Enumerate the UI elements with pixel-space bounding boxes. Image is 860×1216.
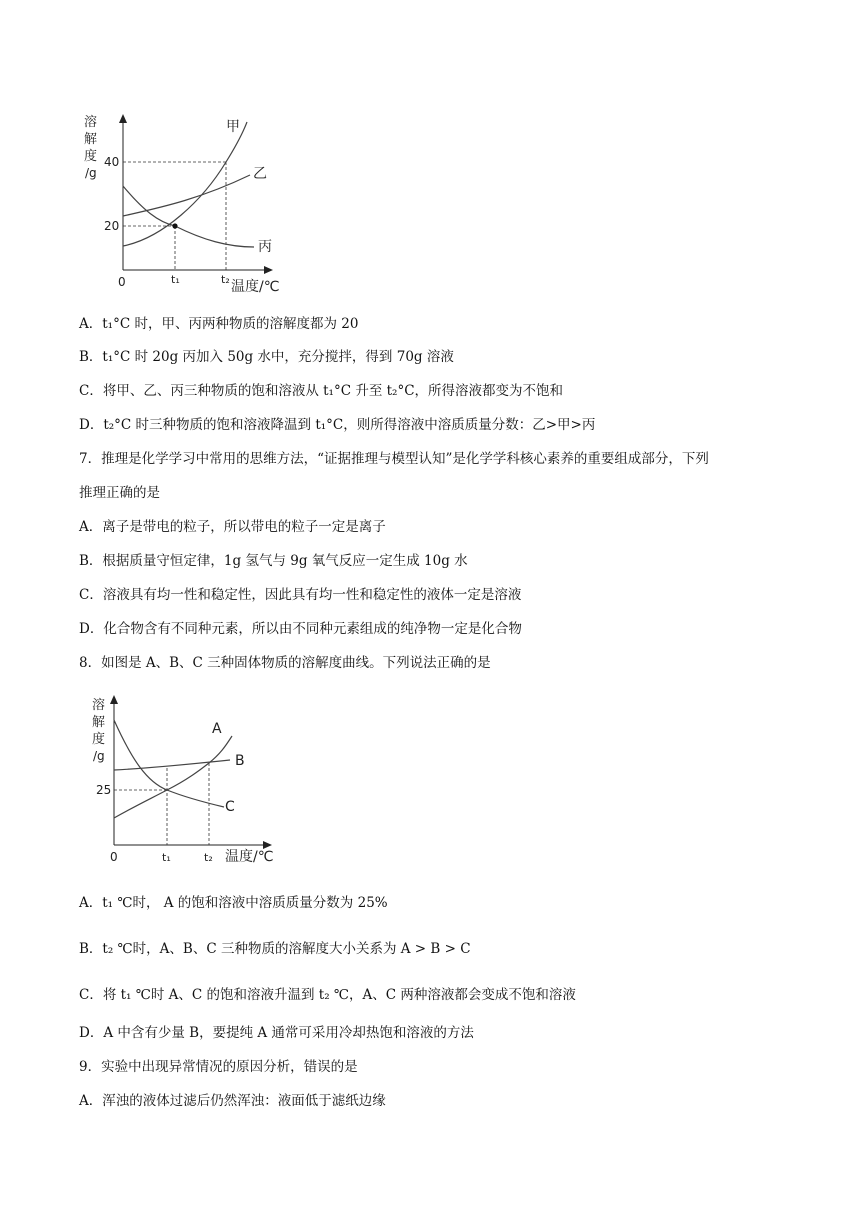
ylabel-char-2: 解 [84,132,98,147]
x-tick-t2: t₂ [221,273,230,286]
q8-option-b: B．t₂ ℃时，A、B、C 三种物质的溶解度大小关系为 A > B > C [79,941,471,957]
y-tick-25: 25 [96,783,112,797]
q7-option-b: B．根据质量守恒定律，1g 氢气与 9g 氧气反应一定生成 10g 水 [79,553,468,569]
x-axis-arrow [263,841,272,849]
q7-option-c: C．溶液具有均一性和稳定性，因此具有均一性和稳定性的液体一定是溶液 [79,587,522,603]
curve-jia [123,122,247,246]
curve-bing [123,186,254,247]
x-axis-arrow [264,266,273,274]
x-tick-t1: t₁ [162,851,171,864]
x-axis-label: 温度/℃ [231,279,280,295]
q8-option-c: C．将 t₁ ℃时 A、C 的饱和溶液升温到 t₂ ℃，A、C 两种溶液都会变成不饱和溶液 [79,987,576,1003]
series-label-a: A [212,721,222,737]
y-tick-40: 40 [104,155,120,169]
q6-option-d: D．t₂°C 时三种物质的饱和溶液降温到 t₁°C，则所得溶液中溶质质量分数：乙>甲>丙 [79,417,596,433]
series-label-yi: 乙 [253,166,267,182]
origin-label: 0 [118,275,126,289]
q6-option-b: B．t₁°C 时 20g 丙加入 50g 水中，充分搅拌，得到 70g 溶液 [79,349,454,365]
series-label-bing: 丙 [258,239,272,255]
x-tick-t1: t₁ [171,273,180,286]
ylabel-char-2: 解 [92,715,106,730]
x-axis-label: 温度/℃ [225,849,274,865]
y-axis-arrow [119,114,127,123]
series-label-jia: 甲 [226,119,240,135]
q7-stem-line-1: 7．推理是化学学习中常用的思维方法，“证据推理与模型认知”是化学学科核心素养的重要组成部分，下列 [79,451,709,467]
y-axis-arrow [110,695,118,704]
solubility-chart-2 [82,690,302,870]
ylabel-char-4: /g [93,749,105,763]
origin-label: 0 [110,850,118,864]
q9-option-a: A．浑浊的液体过滤后仍然浑浊：液面低于滤纸边缘 [79,1093,386,1109]
q8-stem: 8．如图是 A、B、C 三种固体物质的溶解度曲线。下列说法正确的是 [79,655,491,671]
solubility-chart-1 [78,110,298,295]
curve-b [114,760,230,770]
ylabel-char-1: 溶 [92,698,106,713]
ylabel-char-4: /g [85,166,97,180]
curve-a [114,736,232,818]
q8-option-a: A．t₁ ℃时， A 的饱和溶液中溶质质量分数为 25% [79,895,388,911]
q8-option-d: D．A 中含有少量 B，要提纯 A 通常可采用冷却热饱和溶液的方法 [79,1025,474,1041]
series-label-c: C [225,799,235,815]
intersection-point [172,223,177,228]
x-tick-t2: t₂ [204,851,213,864]
q7-option-d: D．化合物含有不同种元素，所以由不同种元素组成的纯净物一定是化合物 [79,621,522,637]
q7-stem-line-2: 推理正确的是 [79,485,160,501]
q9-stem: 9．实验中出现异常情况的原因分析，错误的是 [79,1059,358,1075]
ylabel-char-3: 度 [92,732,106,747]
ylabel-char-3: 度 [84,149,98,164]
ylabel-char-1: 溶 [84,115,98,130]
q6-option-c: C．将甲、乙、丙三种物质的饱和溶液从 t₁°C 升至 t₂°C，所得溶液都变为不饱和 [79,383,564,399]
q6-option-a: A．t₁°C 时，甲、丙两种物质的溶解度都为 20 [79,316,359,332]
y-tick-20: 20 [104,219,120,233]
q7-option-a: A．离子是带电的粒子，所以带电的粒子一定是离子 [79,519,386,535]
series-label-b: B [235,753,245,769]
